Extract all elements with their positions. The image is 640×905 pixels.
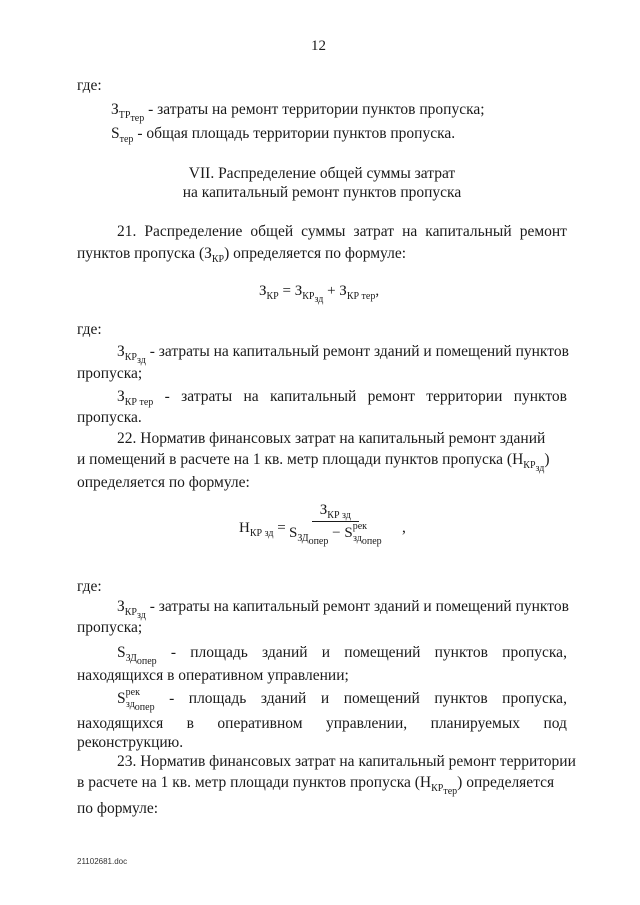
word: пропуска, <box>502 690 567 707</box>
section-heading-line-1: VII. Распределение общей суммы затрат <box>188 165 456 182</box>
definition-z-kr-zd <box>117 343 569 367</box>
definition-s-ter <box>111 125 456 146</box>
symbol-z: З <box>294 283 303 299</box>
word: капитальный <box>269 388 357 405</box>
definition-z-tr-ter <box>111 101 485 125</box>
word: на <box>243 388 259 405</box>
word: пунктов <box>513 388 567 405</box>
symbol-s: S <box>117 644 126 661</box>
symbol-s: S <box>117 690 126 707</box>
paragraph-21-line-2 <box>77 245 407 266</box>
word: суммы <box>301 223 346 240</box>
where-label: где: <box>77 77 102 94</box>
subscript-oper: опер <box>361 536 382 547</box>
subscript-ter: тер <box>443 786 458 798</box>
subscript-ter: тер <box>119 134 134 146</box>
text: ) определяется <box>457 774 555 791</box>
subscript-zd: зд <box>352 533 362 544</box>
word: оперативном <box>217 715 303 732</box>
subscript-kr: КР <box>266 291 279 302</box>
superscript-rek: рек <box>352 521 367 532</box>
symbol-group <box>117 686 155 714</box>
definition-text: - затраты на капитальный ремонт зданий и помещений пунктов <box>145 343 569 360</box>
symbol-s: S <box>111 125 120 142</box>
definition-continuation: пропуска; <box>77 365 143 382</box>
formula-total-cost <box>259 282 380 305</box>
word: помещений <box>343 690 420 707</box>
paragraph-22-line-1: 22. Норматив финансовых затрат на капитальный ремонт зданий <box>117 430 546 447</box>
word: - <box>169 690 175 707</box>
symbol-z: З <box>117 343 125 360</box>
subscript-zd-upper: ЗД <box>297 533 309 544</box>
definition-z-kr-zd <box>117 598 569 622</box>
symbol-z: З <box>204 245 212 262</box>
definition-continuation: пропуска. <box>77 409 142 426</box>
equals-sign: = <box>277 520 286 536</box>
subscript-oper: опер <box>136 656 157 668</box>
subscript-oper: опер <box>134 702 155 714</box>
symbol-z: З <box>117 388 125 405</box>
word: и <box>320 690 330 707</box>
word: пунктов <box>434 644 488 661</box>
subscript-kr: КР <box>523 460 536 472</box>
word: под <box>543 715 567 732</box>
symbol-n: Н <box>512 451 524 468</box>
word: площадь <box>188 690 247 707</box>
definition-text: - общая площадь территории пунктов пропуска. <box>133 125 456 142</box>
symbol-n: Н <box>239 520 250 536</box>
subscript-zd: зд <box>342 510 351 521</box>
word: управлении, <box>325 715 408 732</box>
word: территории <box>426 388 503 405</box>
fraction-denominator <box>289 521 382 547</box>
word: зданий <box>262 644 308 661</box>
symbol-z: З <box>111 101 119 118</box>
section-heading-line-2: на капитальный ремонт пунктов пропуска <box>182 184 462 201</box>
subscript-kr: КР <box>327 510 340 521</box>
word: - <box>170 644 177 661</box>
subscript-zd: зд <box>125 699 135 711</box>
word: и <box>321 644 331 661</box>
paragraph-21-line-1 <box>117 223 567 241</box>
fraction-numerator <box>312 502 359 522</box>
word: на <box>402 223 418 240</box>
subscript-ter: тер <box>361 291 376 302</box>
definition-z-kr-ter <box>117 388 567 409</box>
formula-comma: , <box>402 519 406 536</box>
symbol-n: Н <box>419 774 432 791</box>
subscript-zd: зд <box>137 355 146 367</box>
word: помещений <box>344 644 421 661</box>
definition-s-rek-line-3: реконструкцию. <box>77 734 184 751</box>
symbol-group <box>117 644 157 668</box>
subscript-kr: КР <box>346 291 360 302</box>
equals-sign: = <box>282 283 291 299</box>
word: затраты <box>181 388 233 405</box>
symbol-z: З <box>259 283 267 299</box>
definition-text: - затраты на ремонт территории пунктов пропуска; <box>144 101 485 118</box>
paragraph-23-line-2 <box>77 774 555 798</box>
word: 21. <box>117 223 137 240</box>
word: - <box>164 388 170 405</box>
formula-norm-lhs <box>239 519 286 537</box>
text: ) <box>544 451 550 468</box>
where-label: где: <box>77 321 102 338</box>
plus-sign: + <box>327 283 336 299</box>
word: зданий <box>260 690 307 707</box>
subscript-zd-upper: ЗД <box>125 653 137 665</box>
definition-continuation: пропуска; <box>77 619 143 636</box>
comma: , <box>375 283 380 299</box>
symbol-z: З <box>319 502 328 518</box>
definition-continuation: находящихся в оперативном управлении; <box>77 667 349 684</box>
subscript-kr: КР <box>249 528 263 539</box>
paragraph-22-line-2 <box>77 451 550 475</box>
subscript-oper: опер <box>308 536 329 547</box>
word: находящихся <box>77 715 164 732</box>
word: общей <box>250 223 294 240</box>
subscript-ter: тер <box>130 113 145 125</box>
file-name-footer: 21102681.doc <box>77 857 128 866</box>
definition-text: - затраты на капитальный ремонт зданий и помещений пунктов <box>145 598 569 615</box>
paragraph-22-line-3: определяется по формуле: <box>77 474 250 491</box>
subscript-tr: ТР <box>118 110 131 122</box>
word: ремонт <box>519 223 567 240</box>
word: в <box>186 715 194 732</box>
definition-s-rek-line-2 <box>77 715 567 733</box>
subscript-ter: тер <box>139 397 154 409</box>
definition-s-rek <box>117 686 567 714</box>
symbol-s: S <box>289 525 298 541</box>
paragraph-23-line-3: по формуле: <box>77 800 159 817</box>
subscript-zd: зд <box>264 528 274 539</box>
symbol-z: З <box>339 283 347 299</box>
word: Распределение <box>144 223 243 240</box>
where-label: где: <box>77 578 102 595</box>
symbol-s: S <box>344 525 353 541</box>
subscript-kr: КР <box>302 291 315 302</box>
text: ) определяется по формуле: <box>224 245 407 262</box>
symbol-z: З <box>117 598 125 615</box>
subscript-zd: зд <box>137 610 146 622</box>
word: пунктов <box>434 690 488 707</box>
word: затрат <box>353 223 395 240</box>
symbol-group <box>117 388 154 409</box>
word: планируемых <box>430 715 521 732</box>
word: ремонт <box>367 388 415 405</box>
subscript-kr: КР <box>211 254 225 266</box>
subscript-kr: КР <box>431 783 444 795</box>
page-number: 12 <box>311 38 326 54</box>
superscript-rek: рек <box>125 686 140 698</box>
text: пунктов пропуска ( <box>77 245 205 262</box>
text: и помещений в расчете на 1 кв. метр площади пунктов пропуска ( <box>77 451 513 468</box>
minus-sign: − <box>332 525 341 541</box>
paragraph-23-line-1: 23. Норматив финансовых затрат на капитальный ремонт территории <box>117 753 576 770</box>
text: в расчете на 1 кв. метр площади пунктов пропуска ( <box>77 774 420 791</box>
subscript-kr: КР <box>124 607 137 619</box>
subscript-zd: зд <box>535 463 545 475</box>
definition-s-zd-oper <box>117 644 567 668</box>
subscript-kr: КР <box>124 397 137 409</box>
word: капитальный <box>425 223 512 240</box>
word: площадь <box>190 644 248 661</box>
word: пропуска, <box>502 644 567 661</box>
subscript-zd: зд <box>314 294 324 305</box>
formula-norm-fraction <box>289 502 382 547</box>
subscript-kr: КР <box>124 352 137 364</box>
